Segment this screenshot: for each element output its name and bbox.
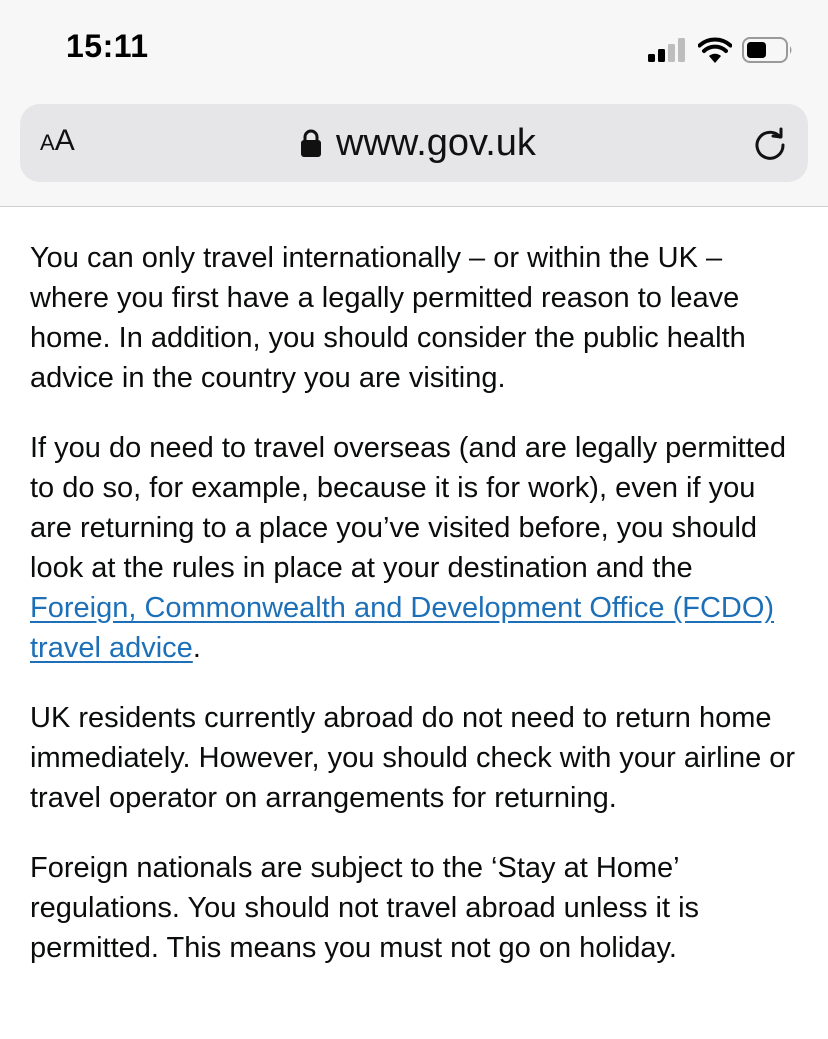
paragraph-text: If you do need to travel overseas (and are legally permitted to do so, for example, because it is for work), even if you are returning to a place you’ve visited before, you should look at the rules in place at your destination and the	[30, 432, 787, 584]
paragraph-overseas-travel	[30, 428, 805, 668]
cellular-signal-icon	[648, 38, 688, 62]
text-size-small-letter: A	[40, 130, 55, 155]
reload-icon[interactable]	[752, 126, 788, 162]
text-size-button[interactable]	[40, 124, 75, 162]
status-icons	[648, 36, 794, 64]
lock-icon	[300, 128, 322, 158]
paragraph-uk-residents-abroad: UK residents currently abroad do not need to return home immediately. However, you should check with your airline or travel operator on arrangements for returning.	[30, 702, 796, 814]
url-text: www.gov.uk	[336, 121, 536, 164]
battery-icon	[742, 37, 794, 63]
status-time: 15:11	[66, 28, 149, 64]
paragraph-text: .	[192, 632, 201, 664]
wifi-icon	[698, 37, 732, 63]
url-display[interactable]	[300, 122, 536, 164]
address-bar[interactable]	[20, 104, 808, 182]
article-content	[30, 238, 805, 998]
paragraph-foreign-nationals: Foreign nationals are subject to the ‘Stay at Home’ regulations. You should not travel abroad unless it is permitted. This means you must not go on holiday.	[30, 852, 700, 964]
browser-chrome	[0, 0, 828, 207]
paragraph-travel-reason: You can only travel internationally – or within the UK – where you first have a legally permitted reason to leave home. In addition, you should consider the public health advice in the country you are visiting.	[30, 242, 746, 394]
text-size-large-letter: A	[54, 124, 75, 157]
status-bar	[0, 0, 828, 100]
fcdo-travel-advice-link[interactable]: Foreign, Commonwealth and Development Office (FCDO) travel advice	[30, 592, 775, 664]
